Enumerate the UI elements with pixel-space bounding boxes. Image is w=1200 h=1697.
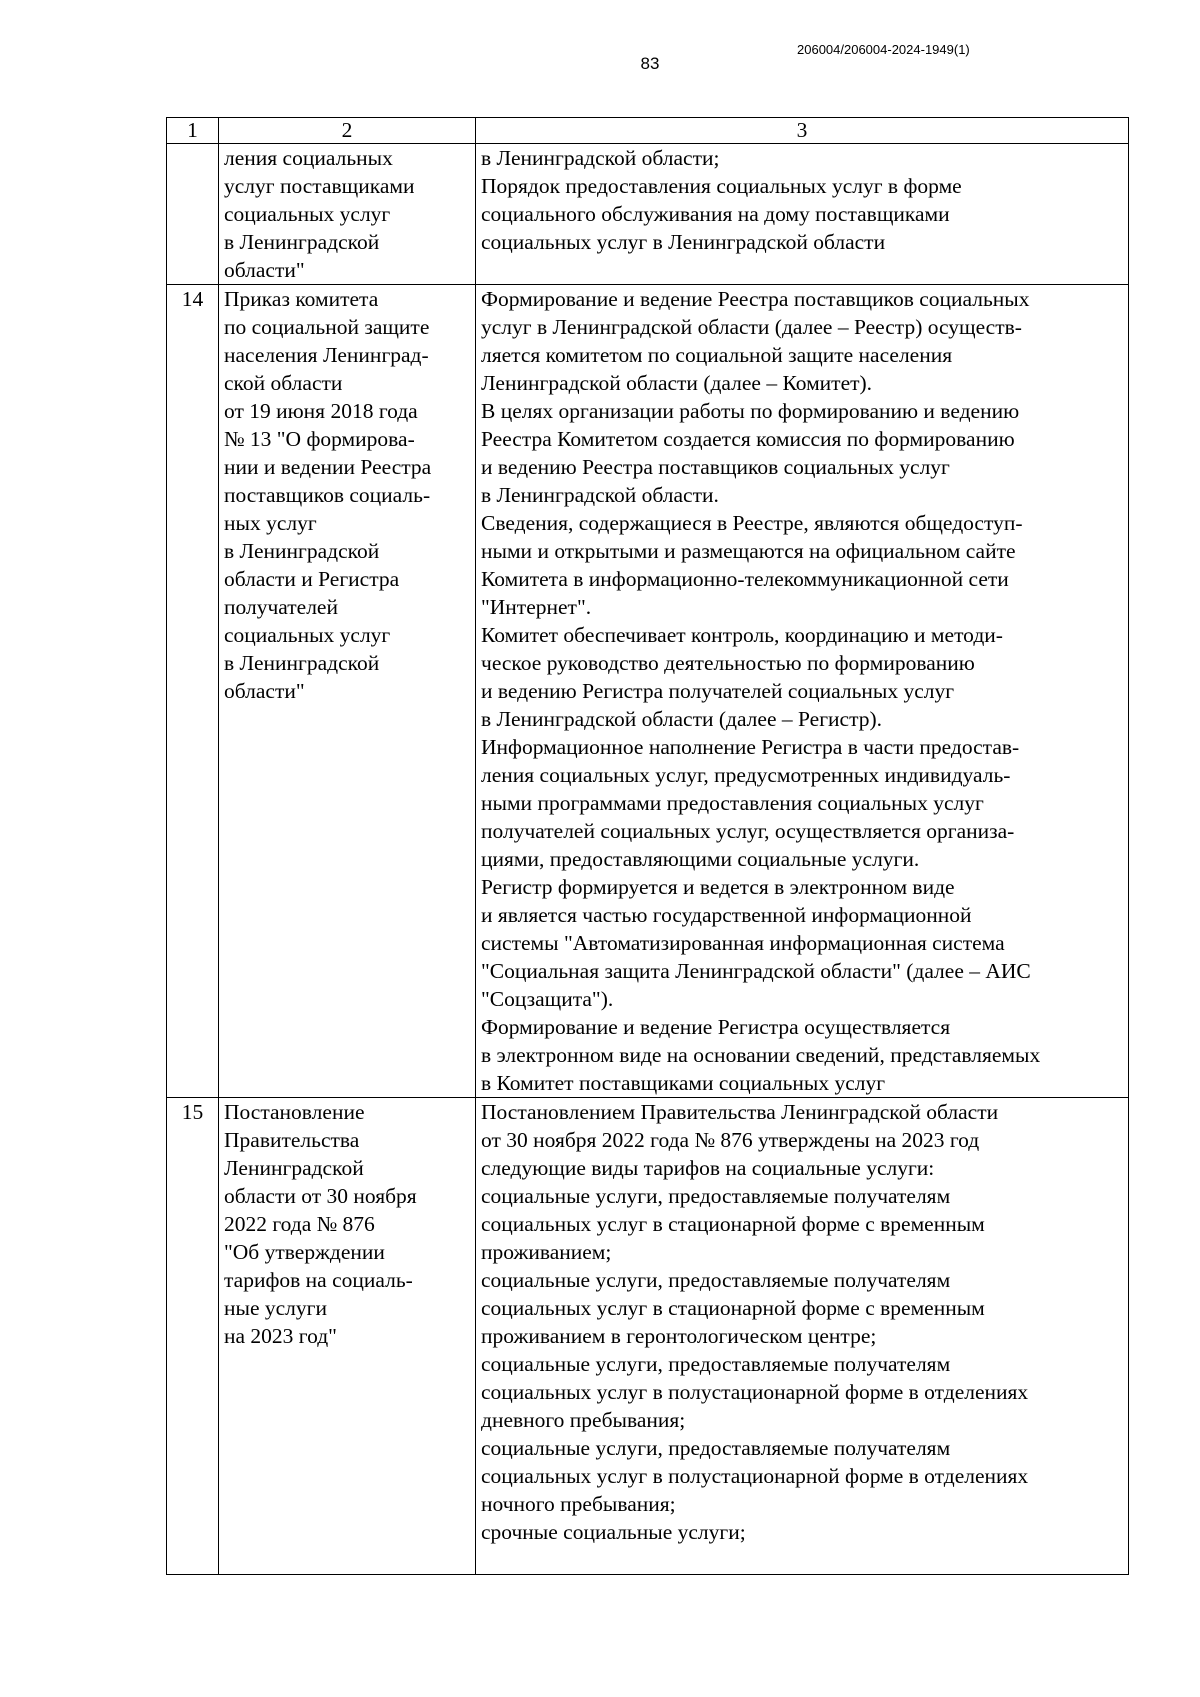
text-line: Информационное наполнение Регистра в части предостав- [481, 735, 1020, 759]
text-line: ческое руководство деятельностью по формированию [481, 651, 975, 675]
text-line: и ведению Реестра поставщиков социальных услуг [481, 455, 950, 479]
text-line: социальных услуг в полустационарной форме в отделениях [481, 1464, 1029, 1488]
text-line: проживанием в геронтологическом центре; [481, 1324, 877, 1348]
text-line: "Интернет". [481, 595, 592, 619]
text-line: ления социальных услуг, предусмотренных индивидуаль- [481, 763, 1011, 787]
text-line: ления социальных [224, 146, 393, 170]
text-line: Регистр формируется и ведется в электронном виде [481, 875, 955, 899]
text-line: по социальной защите [224, 315, 430, 339]
text-line: и является частью государственной информационной [481, 903, 972, 927]
document-title-cell [219, 285, 476, 1098]
text-line: Правительства [224, 1128, 360, 1152]
text-line: системы "Автоматизированная информационная система [481, 931, 1005, 955]
text-line: в Комитет поставщиками социальных услуг [481, 1071, 886, 1095]
content-table [166, 117, 1129, 1575]
text-line: тарифов на социаль- [224, 1268, 413, 1292]
text-line: ской области [224, 371, 343, 395]
table-row [167, 144, 1129, 285]
text-line: области" [224, 679, 305, 703]
text-line: срочные социальные услуги; [481, 1520, 746, 1544]
text-line: в Ленинградской области; [481, 146, 720, 170]
text-line: дневного пребывания; [481, 1408, 686, 1432]
text-line: проживанием; [481, 1240, 612, 1264]
text-line: социальных услуг в стационарной форме с временным [481, 1212, 985, 1236]
page-number: 83 [640, 54, 660, 73]
column-header: 2 [219, 118, 476, 144]
text-line: получателей социальных услуг, осуществляется организа- [481, 819, 1015, 843]
text-line: следующие виды тарифов на социальные услуги: [481, 1156, 935, 1180]
table-row [167, 285, 1129, 1098]
text-line: социальных услуг [224, 202, 391, 226]
text-line: ными и открытыми и размещаются на официальном сайте [481, 539, 1016, 563]
text-line: в Ленинградской области (далее – Регистр). [481, 707, 883, 731]
text-line: социальные услуги, предоставляемые получателям [481, 1352, 951, 1376]
text-line: Постановлением Правительства Ленинградской области [481, 1100, 999, 1124]
text-line: социальные услуги, предоставляемые получателям [481, 1184, 951, 1208]
document-title-cell [219, 1098, 476, 1575]
text-line: ляется комитетом по социальной защите населения [481, 343, 953, 367]
text-line: поставщиков социаль- [224, 483, 431, 507]
description-cell [476, 144, 1129, 285]
column-header: 1 [167, 118, 219, 144]
text-line: в Ленинградской [224, 230, 380, 254]
text-line: Ленинградской [224, 1156, 364, 1180]
text-line: социальных услуг в стационарной форме с временным [481, 1296, 985, 1320]
text-line: № 13 "О формирова- [224, 427, 415, 451]
text-line: Формирование и ведение Реестра поставщиков социальных [481, 287, 1030, 311]
text-line: в электронном виде на основании сведений, представляемых [481, 1043, 1041, 1067]
text-line: "Социальная защита Ленинградской области" (далее – АИС [481, 959, 1031, 983]
text-line: получателей [224, 595, 338, 619]
text-line: от 19 июня 2018 года [224, 399, 418, 423]
text-line: на 2023 год" [224, 1324, 337, 1348]
text-line: Постановление [224, 1100, 365, 1124]
text-line: социальных услуг [224, 623, 391, 647]
text-line: "Соцзащита"). [481, 987, 614, 1011]
text-line: социальные услуги, предоставляемые получателям [481, 1436, 951, 1460]
text-line: населения Ленинград- [224, 343, 429, 367]
table-header-row [167, 118, 1129, 144]
text-line: Приказ комитета [224, 287, 379, 311]
text-line: области" [224, 258, 305, 282]
text-line: Формирование и ведение Регистра осуществляется [481, 1015, 951, 1039]
text-line: ными программами предоставления социальных услуг [481, 791, 984, 815]
text-line: и ведению Регистра получателей социальных услуг [481, 679, 955, 703]
text-line: социальных услуг в полустационарной форме в отделениях [481, 1380, 1029, 1404]
text-line: В целях организации работы по формированию и ведению [481, 399, 1020, 423]
text-line: ных услуг [224, 511, 317, 535]
text-line: социальных услуг в Ленинградской области [481, 230, 886, 254]
row-number: 14 [167, 285, 219, 1098]
row-number [167, 144, 219, 285]
text-line: нии и ведении Реестра [224, 455, 432, 479]
document-id: 206004/206004-2024-1949(1) [797, 42, 970, 57]
document-title-cell [219, 144, 476, 285]
text-line: циями, предоставляющими социальные услуги. [481, 847, 920, 871]
text-line: Реестра Комитетом создается комиссия по формированию [481, 427, 1015, 451]
text-line: Ленинградской области (далее – Комитет). [481, 371, 873, 395]
text-line: Комитета в информационно-телекоммуникационной сети [481, 567, 1009, 591]
text-line: от 30 ноября 2022 года № 876 утверждены на 2023 год [481, 1128, 980, 1152]
text-line: "Об утверждении [224, 1240, 385, 1264]
text-line: социальные услуги, предоставляемые получателям [481, 1268, 951, 1292]
text-line: области от 30 ноября [224, 1184, 417, 1208]
text-line: 2022 года № 876 [224, 1212, 375, 1236]
text-line: области и Регистра [224, 567, 400, 591]
text-line: в Ленинградской области. [481, 483, 719, 507]
text-line: услуг поставщиками [224, 174, 415, 198]
description-cell [476, 285, 1129, 1098]
description-cell [476, 1098, 1129, 1575]
text-line: в Ленинградской [224, 539, 380, 563]
text-line: Порядок предоставления социальных услуг в форме [481, 174, 962, 198]
text-line: Сведения, содержащиеся в Реестре, являются общедоступ- [481, 511, 1023, 535]
text-line: услуг в Ленинградской области (далее – Реестр) осуществ- [481, 315, 1022, 339]
column-header: 3 [476, 118, 1129, 144]
row-number: 15 [167, 1098, 219, 1575]
text-line: Комитет обеспечивает контроль, координацию и методи- [481, 623, 1003, 647]
text-line: социального обслуживания на дому поставщиками [481, 202, 950, 226]
table-row [167, 1098, 1129, 1575]
text-line: в Ленинградской [224, 651, 380, 675]
text-line: ночного пребывания; [481, 1492, 676, 1516]
text-line: ные услуги [224, 1296, 327, 1320]
